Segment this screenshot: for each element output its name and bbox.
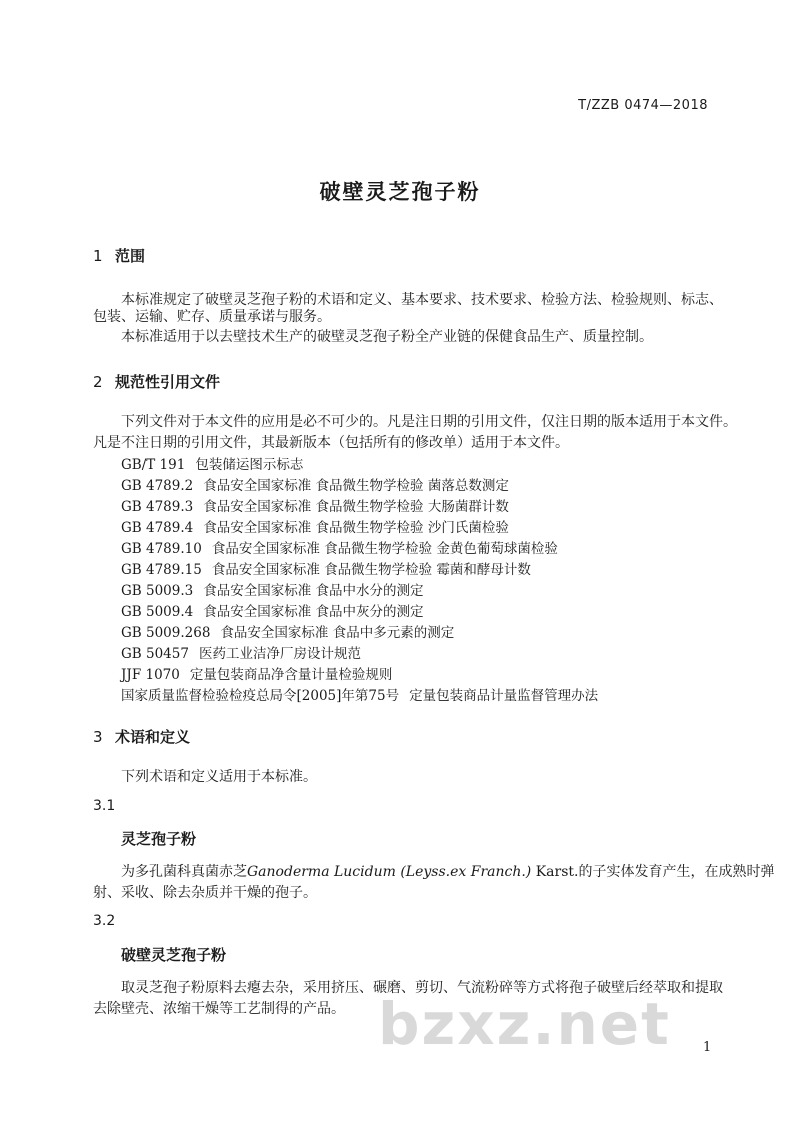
reference-title: 包装储运图示标志 [195, 457, 304, 473]
term-3-1-definition-line-1 [121, 861, 774, 881]
reference-code: GB 50457 [121, 646, 189, 662]
section-3-number: 3 [93, 728, 103, 746]
reference-title: 医药工业洁净厂房设计规范 [198, 646, 361, 662]
reference-item [121, 516, 509, 536]
reference-code: 国家质量监督检验检疫总局令[2005]年第75号 [121, 688, 400, 704]
reference-item [121, 663, 392, 683]
watermark: bzxz.net [378, 990, 671, 1058]
reference-title: 食品安全国家标准 食品中水分的测定 [203, 583, 424, 599]
page-number: 1 [703, 1040, 712, 1055]
document-title: 破壁灵芝孢子粉 [319, 180, 481, 204]
reference-code: GB 4789.10 [121, 541, 202, 557]
reference-item [121, 621, 454, 641]
reference-title: 定量包装商品净含量计量检验规则 [189, 667, 393, 683]
standard-code: T/ZZB 0474—2018 [578, 98, 708, 113]
reference-title: 食品安全国家标准 食品微生物学检验 沙门氏菌检验 [203, 520, 509, 536]
reference-code: GB 5009.3 [121, 583, 194, 599]
reference-title: 食品安全国家标准 食品中灰分的测定 [203, 604, 424, 620]
reference-code: GB 4789.3 [121, 499, 194, 515]
reference-code: GB 4789.4 [121, 520, 194, 536]
reference-title: 食品安全国家标准 食品微生物学检验 菌落总数测定 [203, 478, 509, 494]
reference-item [121, 684, 598, 704]
reference-code: GB 4789.2 [121, 478, 194, 494]
section-1-title: 范围 [115, 247, 146, 265]
section-1-paragraph-1-line-1: 本标准规定了破壁灵芝孢子粉的术语和定义、基本要求、技术要求、检验方法、检验规则、标志、 [121, 292, 723, 308]
reference-title: 食品安全国家标准 食品中多元素的测定 [220, 625, 455, 641]
section-2-title: 规范性引用文件 [115, 373, 221, 391]
section-1-heading [93, 245, 145, 266]
section-1-number: 1 [93, 247, 103, 265]
reference-code: JJF 1070 [121, 667, 180, 683]
reference-item [121, 495, 509, 515]
reference-title: 食品安全国家标准 食品微生物学检验 霉菌和酵母计数 [211, 562, 531, 578]
term-3-1-definition-pre: 为多孔菌科真菌赤芝 [121, 864, 247, 880]
section-2-intro-line-2: 凡是不注日期的引用文件，其最新版本（包括所有的修改单）适用于本文件。 [93, 435, 569, 451]
term-3-2-number: 3.2 [93, 913, 116, 929]
reference-title: 定量包装商品计量监督管理办法 [409, 688, 599, 704]
term-3-2-name: 破壁灵芝孢子粉 [121, 946, 227, 964]
section-2-heading [93, 371, 220, 392]
reference-item [121, 453, 303, 473]
section-3-title: 术语和定义 [115, 728, 191, 746]
section-2-number: 2 [93, 373, 103, 391]
reference-code: GB/T 191 [121, 457, 186, 473]
section-1-paragraph-1-line-2: 包装、运输、贮存、质量承诺与服务。 [93, 309, 331, 325]
reference-item [121, 600, 424, 620]
reference-item [121, 579, 424, 599]
reference-code: GB 5009.4 [121, 604, 194, 620]
reference-item [121, 537, 558, 557]
reference-item [121, 474, 509, 494]
term-3-2-definition-line-2: 去除壁壳、浓缩干燥等工艺制得的产品。 [93, 1001, 345, 1017]
section-3-heading [93, 726, 190, 747]
reference-code: GB 4789.15 [121, 562, 202, 578]
reference-code: GB 5009.268 [121, 625, 211, 641]
term-3-1-number: 3.1 [93, 798, 116, 814]
term-3-1-definition-post: Karst.的子实体发育产生，在成熟时弹 [531, 864, 775, 880]
term-3-1-latin-name: Ganoderma Lucidum (Leyss.ex Franch.) [247, 864, 532, 880]
reference-item [121, 642, 361, 662]
reference-title: 食品安全国家标准 食品微生物学检验 金黄色葡萄球菌检验 [211, 541, 558, 557]
section-3-intro: 下列术语和定义适用于本标准。 [121, 769, 317, 785]
term-3-1-definition-line-2: 射、采收、除去杂质并干燥的孢子。 [93, 885, 317, 901]
term-3-1-name: 灵芝孢子粉 [121, 830, 197, 848]
reference-item [121, 558, 531, 578]
reference-title: 食品安全国家标准 食品微生物学检验 大肠菌群计数 [203, 499, 509, 515]
section-1-paragraph-2: 本标准适用于以去壁技术生产的破壁灵芝孢子粉全产业链的保健食品生产、质量控制。 [121, 329, 653, 345]
section-2-intro-line-1: 下列文件对于本文件的应用是必不可少的。凡是注日期的引用文件，仅注日期的版本适用于本文件。 [121, 414, 737, 430]
term-3-2-definition-line-1: 取灵芝孢子粉原料去瘪去杂，采用挤压、碾磨、剪切、气流粉碎等方式将孢子破壁后经萃取和提取 [121, 980, 723, 996]
